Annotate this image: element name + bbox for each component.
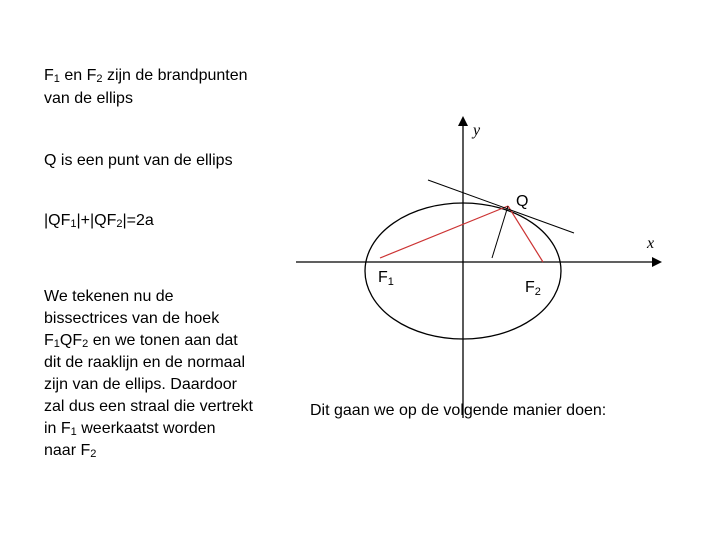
subscript: 1 [53, 73, 60, 85]
para-line: We tekenen nu de [44, 288, 174, 305]
text-part: naar F [44, 442, 91, 459]
caption: Dit gaan we op de volgende manier doen: [310, 402, 607, 419]
label-subscript: 1 [387, 276, 394, 288]
para-line: bissectrices van de hoek [44, 310, 220, 327]
y-axis-label: y [473, 122, 481, 139]
subscript: 1 [70, 426, 77, 438]
text-part: F [44, 332, 54, 349]
text-part: en we tonen aan dat [88, 332, 238, 349]
focus-f1-label [378, 269, 394, 288]
label-part: F [378, 269, 388, 286]
para-line: zijn van de ellips. Daardoor [44, 376, 237, 393]
para-line: dit de raaklijn en de normaal [44, 354, 246, 371]
focal-line-f1-q [380, 206, 508, 258]
focus-f2-label [525, 279, 541, 298]
text-part: en F [59, 67, 97, 84]
text-part: |+|QF [76, 212, 117, 229]
focus-intro-line2: van de ellips [44, 90, 133, 107]
subscript: 2 [82, 338, 89, 350]
text-part: QF [59, 332, 83, 349]
subscript: 1 [53, 338, 60, 350]
text-part: in F [44, 420, 71, 437]
text-part: |QF [44, 212, 71, 229]
point-q-label: Q [516, 193, 529, 210]
x-axis-label: x [647, 235, 655, 252]
subscript: 2 [116, 218, 123, 230]
tangent-line [428, 180, 574, 233]
text-part: weerkaatst worden [76, 420, 216, 437]
subscript: 2 [90, 448, 97, 460]
label-subscript: 2 [534, 286, 541, 298]
label-part: F [525, 279, 535, 296]
normal-line [492, 206, 508, 258]
subscript: 1 [70, 218, 77, 230]
text-part: |=2a [122, 212, 154, 229]
q-point-statement: Q is een punt van de ellips [44, 152, 233, 169]
subscript: 2 [96, 73, 103, 85]
para-line: zal dus een straal die vertrekt [44, 398, 253, 415]
text-part: zijn de brandpunten [102, 67, 248, 84]
text-part: F [44, 67, 54, 84]
focal-line-f2-q [508, 206, 543, 262]
